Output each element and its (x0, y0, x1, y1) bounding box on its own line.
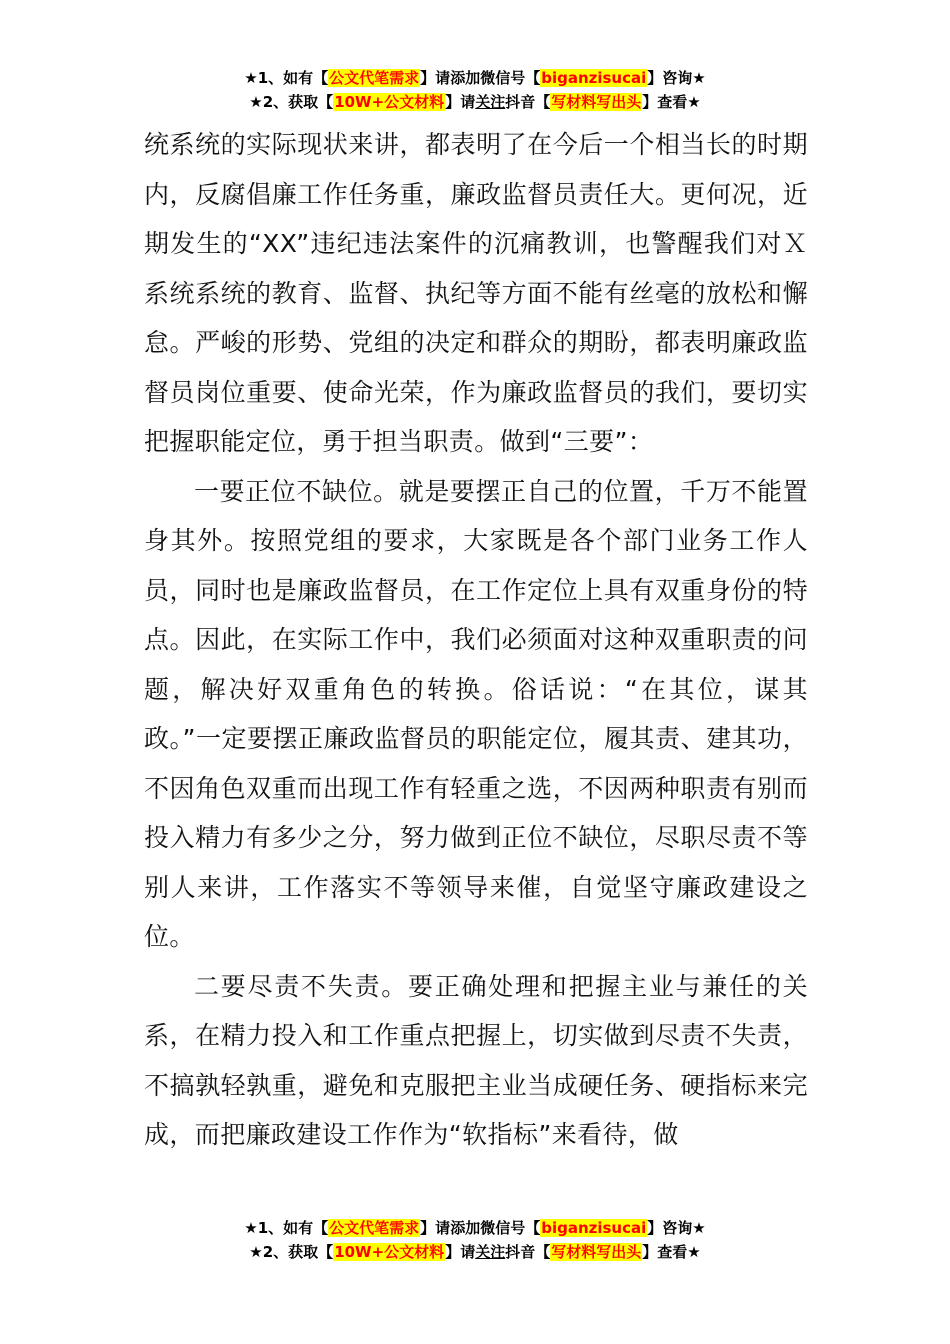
banner-text: 抖音【 (505, 93, 551, 111)
highlight-douyin-account: 写材料写出头 (551, 1243, 642, 1261)
banner-text: 】请 (445, 93, 476, 111)
banner-emphasis: 添加 (450, 69, 481, 87)
banner-emphasis: 关注 (475, 1243, 506, 1261)
banner-line-1 (0, 1216, 950, 1240)
banner-text: ★2、获取【 (249, 1243, 334, 1261)
footer-banner (0, 1216, 950, 1264)
highlight-wechat-id: biganzisucai (541, 69, 647, 87)
banner-text: 微信号【 (480, 1219, 541, 1237)
paragraph-first-requirement: 一要正位不缺位。就是要摆正自己的位置，千万不能置身其外。按照党组的要求，大家既是各个部门业务工作人员，同时也是廉政监督员，在工作定位上具有双重身份的特点。因此，在实际工作中，我们必须面对这种双重职责的问题，解决好双重角色的转换。俗话说：“在其位，谋其政。”一定要摆正廉政监督员的职能定位，履其责、建其功，不因角色双重而出现工作有轻重之选，不因两种职责有别而投入精力有多少之分，努力做到正位不缺位，尽职尽责不等别人来讲，工作落实不等领导来催，自觉坚守廉政建设之位。 (144, 476, 808, 951)
highlight-materials: 10W+公文材料 (334, 93, 445, 111)
banner-text: 】请 (445, 1243, 476, 1261)
header-banner (0, 66, 950, 114)
banner-text: ★1、如有【 (244, 1219, 329, 1237)
paragraph-second-requirement: 二要尽责不失责。要正确处理和把握主业与兼任的关系，在精力投入和工作重点把握上，切实做到尽责不失责，不搞孰轻孰重，避免和克服把主业当成硬任务、硬指标来完成，而把廉政建设工作作为“软指标”来看待，做 (144, 971, 808, 1149)
banner-line-1 (0, 66, 950, 90)
banner-line-2 (0, 1240, 950, 1264)
banner-text: 】查看★ (642, 93, 701, 111)
banner-emphasis: 添加 (450, 1219, 481, 1237)
banner-text: ★1、如有【 (244, 69, 329, 87)
banner-text: 】请 (420, 69, 451, 87)
banner-text: ★2、获取【 (249, 93, 334, 111)
highlight-materials: 10W+公文材料 (334, 1243, 445, 1261)
banner-text: 】请 (420, 1219, 451, 1237)
banner-text: 】查看★ (642, 1243, 701, 1261)
banner-text: 抖音【 (505, 1243, 551, 1261)
banner-text: 微信号【 (480, 69, 541, 87)
highlight-wechat-id: biganzisucai (541, 1219, 647, 1237)
banner-emphasis: 关注 (475, 93, 506, 111)
highlight-service: 公文代笔需求 (329, 69, 420, 87)
banner-text: 】咨询★ (647, 1219, 706, 1237)
banner-text: 】咨询★ (647, 69, 706, 87)
highlight-service: 公文代笔需求 (329, 1219, 420, 1237)
document-body (144, 120, 808, 1160)
highlight-douyin-account: 写材料写出头 (551, 93, 642, 111)
paragraph-continuation: 统系统的实际现状来讲，都表明了在今后一个相当长的时期内，反腐倡廉工作任务重，廉政监督员责任大。更何况，近期发生的“XX”违纪违法案件的沉痛教训，也警醒我们对Ｘ系统系统的教育、监督、执纪等方面不能有丝毫的放松和懈怠。严峻的形势、党组的决定和群众的期盼，都表明廉政监督员岗位重要、使命光荣，作为廉政监督员的我们，要切实把握职能定位，勇于担当职责。做到“三要”： (144, 130, 808, 456)
banner-line-2 (0, 90, 950, 114)
